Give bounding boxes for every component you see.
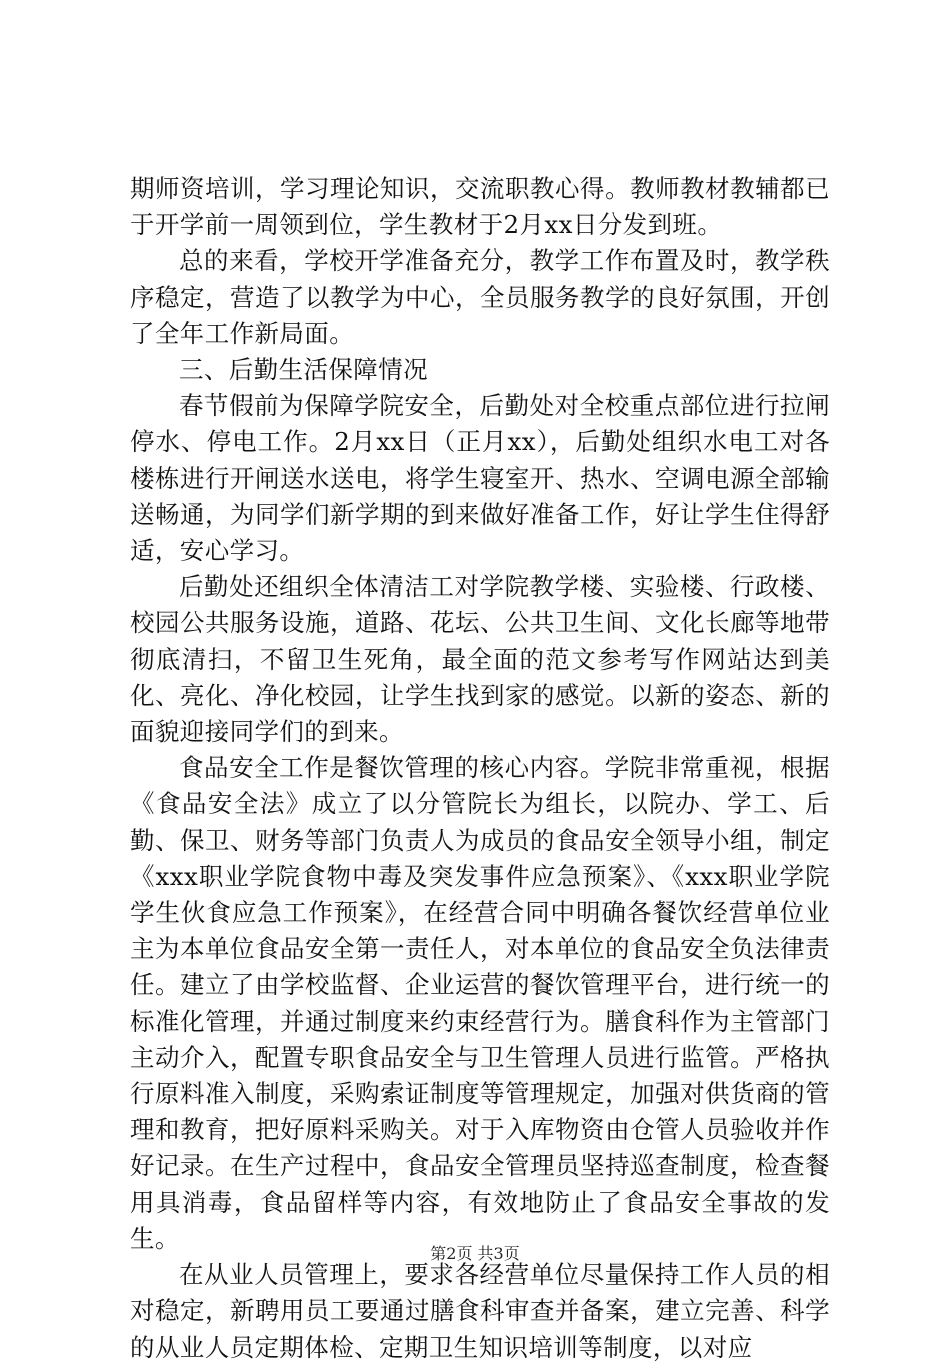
paragraph-staff-management: 在从业人员管理上，要求各经营单位尽量保持工作人员的相对稳定，新聘用员工要通过膳食科审查并备案，建立完善、科学的从业人员定期体检、定期卫生知识培训等制度，以对应 xyxy=(130,1260,830,1362)
document-body xyxy=(130,171,830,1366)
page-number-footer: 第2页 共3页 xyxy=(430,1244,520,1263)
paragraph-summary: 总的来看，学校开学准备充分，教学工作布置及时，教学秩序稳定，营造了以教学为中心，全员服务教学的良好氛围，开创了全年工作新局面。 xyxy=(130,246,830,348)
paragraph-food-safety: 食品安全工作是餐饮管理的核心内容。学院非常重视，根据《食品安全法》成立了以分管院长为组长，以院办、学工、后勤、保卫、财务等部门负责人为成员的食品安全领导小组，制定《xxx职业学院食物中毒及突发事件应急预案》、《xxx职业学院学生伙食应急工作预案》，在经营合同中明确各餐饮经营单位业主为本单位食品安全第一责任人，对本单位的食品安全负法律责任。建立了由学校监督、企业运营的餐饮管理平台，进行统一的标准化管理，并通过制度来约束经营行为。膳食科作为主管部门主动介入，配置专职食品安全与卫生管理人员进行监管。严格执行原料准入制度，采购索证制度等管理规定，加强对供货商的管理和教育，把好原料采购关。对于入库物资由仓管人员验收并作好记录。在生产过程中，食品安全管理员坚持巡查制度，检查餐用具消毒，食品留样等内容，有效地防止了食品安全事故的发生。 xyxy=(130,753,830,1253)
paragraph-continuation: 期师资培训，学习理论知识，交流职教心得。教师教材教辅都已于开学前一周领到位，学生教材于2月xx日分发到班。 xyxy=(130,174,830,240)
paragraph-cleaning: 后勤处还组织全体清洁工对学院教学楼、实验楼、行政楼、校园公共服务设施，道路、花坛、公共卫生间、文化长廊等地带彻底清扫，不留卫生死角，最全面的范文参考写作网站达到美化、亮化、净化校园，让学生找到家的感觉。以新的姿态、新的面貌迎接同学们的到来。 xyxy=(130,572,830,747)
paragraph-utilities: 春节假前为保障学院安全，后勤处对全校重点部位进行拉闸停水、停电工作。2月xx日（正月xx），后勤处组织水电工对各楼栋进行开闸送水送电，将学生寝室开、热水、空调电源全部输送畅通，为同学们新学期的到来做好准备工作，好让学生住得舒适，安心学习。 xyxy=(130,391,830,566)
section-heading-logistics: 三、后勤生活保障情况 xyxy=(179,355,428,385)
